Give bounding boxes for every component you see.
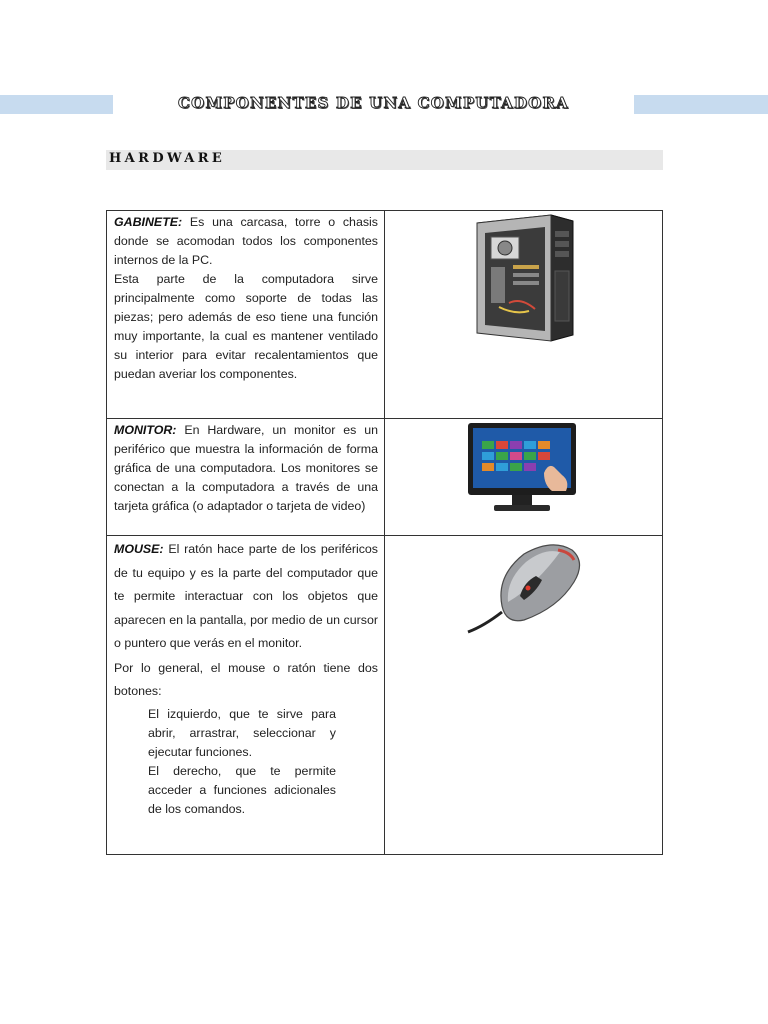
list-item: El derecho, que te permite acceder a funciones adicionales de los comandos.	[148, 763, 336, 816]
gabinete-paragraph-2: Esta parte de la computadora sirve principalmente como soporte de todas las piezas; pero además de eso tiene una función muy importante, la cual es mantener ventilado su interior para evitar recalentamientos que puedan averiar los componentes.	[114, 272, 378, 381]
section-heading-bar	[106, 150, 663, 170]
monitor-image-cell	[385, 419, 663, 536]
mouse-term: MOUSE:	[114, 542, 164, 556]
components-table	[106, 210, 663, 855]
touch-monitor-icon	[466, 419, 582, 519]
monitor-term: MONITOR:	[114, 423, 177, 437]
table-row-monitor	[107, 419, 663, 536]
mouse-buttons-list	[148, 705, 378, 819]
header-band-left	[0, 95, 113, 114]
gabinete-text-cell	[107, 211, 385, 419]
document-title: COMPONENTES DE UNA COMPUTADORA	[178, 94, 569, 112]
mouse-image-cell	[385, 536, 663, 855]
mouse-paragraph-2: Por lo general, el mouse o ratón tiene dos botones:	[114, 660, 378, 698]
gabinete-term: GABINETE:	[114, 215, 183, 229]
mouse-paragraph-1: MOUSE: El ratón hace parte de los periféricos de tu equipo y es la parte del computador que te permite interactuar con los objetos que aparecen en la pantalla, por medio de un cursor o puntero que verás en el monitor.	[114, 542, 378, 650]
computer-mouse-icon	[462, 536, 586, 640]
table-row-mouse	[107, 536, 663, 855]
monitor-paragraph-1: MONITOR: En Hardware, un monitor es un periférico que muestra la información de forma gráfica de una computadora. Los monitores se conectan a la computadora a través de una tarjeta gráfica (o adaptador o tarjeta de video)	[114, 423, 378, 513]
gabinete-paragraph-1: GABINETE: Es una carcasa, torre o chasis donde se acomodan todos los componentes internos de la PC.	[114, 215, 378, 267]
table-row-gabinete	[107, 211, 663, 419]
mouse-text-cell	[107, 536, 385, 855]
section-title: HARDWARE	[109, 151, 226, 166]
header-band-right	[634, 95, 768, 114]
gabinete-image-cell	[385, 211, 663, 419]
monitor-text-cell	[107, 419, 385, 536]
pc-tower-icon	[469, 211, 579, 345]
list-item: El izquierdo, que te sirve para abrir, arrastrar, seleccionar y ejecutar funciones.	[148, 706, 336, 759]
